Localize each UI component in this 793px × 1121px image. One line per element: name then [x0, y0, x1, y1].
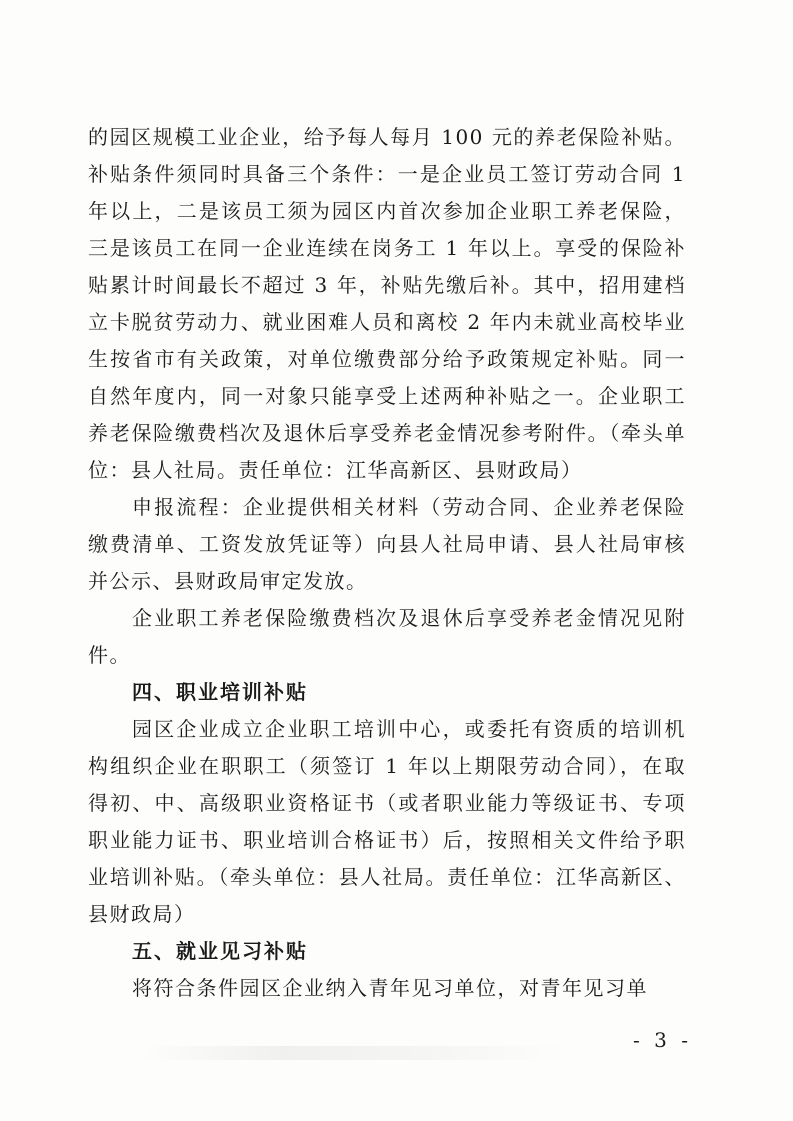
section-heading-vocational-training: 四、职业培训补贴	[132, 680, 308, 704]
section-heading-employment-internship: 五、就业见习补贴	[132, 939, 308, 963]
scan-artifact	[140, 1046, 570, 1060]
paragraph-vocational-training: 园区企业成立企业职工培训中心，或委托有资质的培训机构组织企业在职职工（须签订 1 年以上期限劳动合同），在取得初、中、高级职业资格证书（或者职业能力等级证书、专项职业能力证书、职业培训合格证书）后，按照相关文件给予职业培训补贴。（牵头单位：县人社局。责任单位：江华高新区、县财政局）	[88, 717, 686, 926]
page-number: - 3 -	[633, 1028, 692, 1052]
body-text	[88, 119, 686, 1007]
paragraph-employment-internship: 将符合条件园区企业纳入青年见习单位，对青年见习单	[132, 976, 648, 1000]
paragraph-pension-attachment: 企业职工养老保险缴费档次及退休后享受养老金情况见附件。	[88, 606, 686, 667]
paragraph-application-process: 申报流程：企业提供相关材料（劳动合同、企业养老保险缴费清单、工资发放凭证等）向县人社局申请、县人社局审核并公示、县财政局审定发放。	[88, 495, 686, 593]
paragraph-pension-subsidy: 的园区规模工业企业，给予每人每月 100 元的养老保险补贴。补贴条件须同时具备三个条件：一是企业员工签订劳动合同 1 年以上，二是该员工须为园区内首次参加企业职工养老保险，三是该员工在同一企业连续在岗务工 1 年以上。享受的保险补贴累计时间最长不超过 3 年，补贴先缴后补。其中，招用建档立卡脱贫劳动力、就业困难人员和离校 2 年内未就业高校毕业生按省市有关政策，对单位缴费部分给予政策规定补贴。同一自然年度内，同一对象只能享受上述两种补贴之一。企业职工养老保险缴费档次及退休后享受养老金情况参考附件。（牵头单位：县人社局。责任单位：江华高新区、县财政局）	[88, 125, 686, 482]
